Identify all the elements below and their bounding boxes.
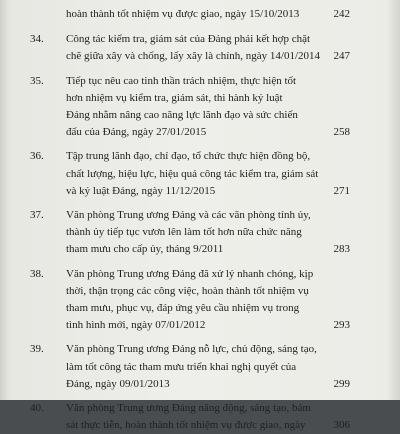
toc-entry-line: thành ủy tiếp tục vươn lên làm tốt hơn nữa chức năng	[66, 226, 302, 239]
toc-entry-line: Đảng, ngày 09/01/2013	[66, 377, 170, 390]
toc-entry-line: và kỷ luật Đảng, ngày 11/12/2015	[66, 184, 216, 197]
toc-entry-line: tham mưu, phục vụ, đáp ứng yêu cầu nhiệm vụ trong	[66, 302, 300, 314]
toc-entry-line: Đảng nhằm nâng cao năng lực lãnh đạo và sức chiến	[66, 109, 298, 121]
toc-entry-line: Tập trung lãnh đạo, chỉ đạo, tổ chức thực hiện đồng bộ,	[66, 150, 311, 163]
toc-entry-line: hơn nhiệm vụ kiểm tra, giám sát, thi hành kỷ luật	[66, 91, 283, 104]
toc-entry-title	[66, 148, 328, 200]
toc-entry-line: hoàn thành tốt nhiệm vụ được giao, ngày 15/10/2013	[66, 8, 300, 20]
toc-entry-line: tham mưu cho cấp ủy, tháng 9/2011	[66, 243, 224, 256]
toc-entry-line: chẽ giữa xây và chống, lấy xây là chính, ngày 14/01/2014	[66, 50, 321, 63]
toc-entry-title	[66, 207, 328, 259]
toc-entry-line: Văn phòng Trung ương Đảng và các văn phòng tỉnh ủy,	[66, 209, 311, 221]
toc-entry-line: Văn phòng Trung ương Đảng năng động, sáng tạo, bám	[66, 402, 311, 414]
toc-entry-page: 271	[333, 184, 350, 197]
toc-entry-page: 247	[333, 50, 350, 63]
toc-entry-line: Công tác kiểm tra, giám sát của Đảng phải kết hợp chặt	[66, 33, 311, 46]
toc-entry-title	[66, 400, 328, 434]
toc-entry-line: đấu của Đảng, ngày 27/01/2015	[66, 126, 207, 139]
toc-entry-page: 306	[333, 419, 350, 432]
toc-entry-line: làm tốt công tác tham mưu triển khai nghị quyết của	[66, 360, 297, 373]
page-edge-shadow	[386, 0, 400, 400]
toc-entry-number: 35.	[30, 74, 44, 87]
toc-entry-title	[66, 73, 328, 142]
toc-entry-number: 38.	[30, 267, 44, 280]
toc-entry-page: 293	[333, 319, 350, 332]
toc-entry-line: sát thực tiễn, hoàn thành tốt nhiệm vụ được giao, ngày	[66, 419, 306, 432]
toc-entry-line: Tiếp tục nêu cao tinh thần trách nhiệm, thực hiện tốt	[66, 74, 297, 87]
toc-entry-line: Văn phòng Trung ương Đảng nỗ lực, chủ động, sáng tạo,	[66, 343, 317, 356]
toc-entry-number: 34.	[30, 33, 44, 46]
page-gutter-shadow	[0, 0, 10, 400]
toc-entry-number: 37.	[30, 209, 44, 221]
toc-entry-line: chất lượng, hiệu lực, hiệu quả công tác kiểm tra, giám sát	[66, 167, 319, 180]
toc-entry-page: 283	[333, 243, 350, 256]
toc-entry-page: 299	[333, 377, 350, 390]
toc-entry-title	[66, 266, 328, 335]
toc-entry-line: Văn phòng Trung ương Đảng đã xử lý nhanh chóng, kịp	[66, 267, 314, 280]
toc-entry-title	[66, 31, 328, 65]
toc-entry-page: 242	[333, 8, 350, 20]
toc-entry-line: tình hình mới, ngày 07/01/2012	[66, 319, 206, 332]
toc-entry-number: 40.	[30, 402, 44, 414]
toc-entry-title	[66, 6, 328, 23]
toc-entry-number: 36.	[30, 150, 44, 163]
toc-entry-title	[66, 341, 328, 393]
toc-entry-number: 39.	[30, 343, 44, 356]
toc-entry-line: thời, thận trọng các công việc, hoàn thành tốt nhiệm vụ	[66, 284, 309, 297]
toc-entry-page: 258	[333, 126, 350, 139]
